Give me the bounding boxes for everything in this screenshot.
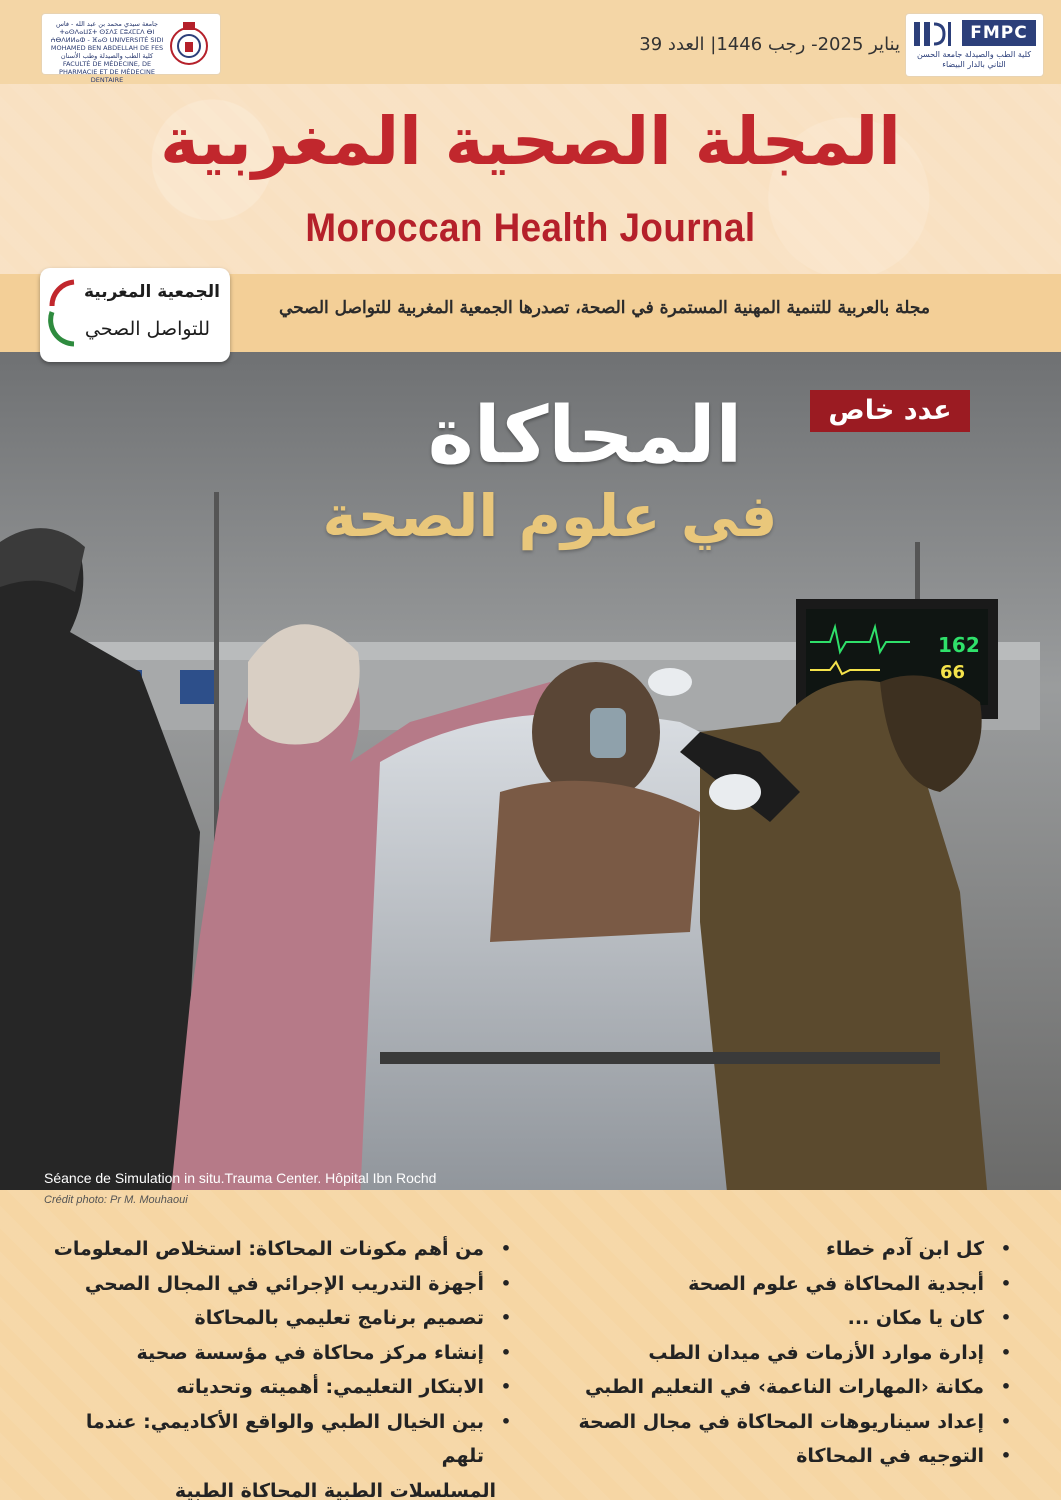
contents-item-title: إنشاء مركز محاكاة في مؤسسة صحية (136, 1341, 484, 1364)
bullet-icon: • (1000, 1446, 1012, 1465)
contents-item-title: تصميم برنامج تعليمي بالمحاكاة (194, 1307, 484, 1329)
photo-credit: Crédit photo: Pr M. Mouhaoui (44, 1194, 188, 1206)
contents-item-title: أجهزة التدريب الإجرائي في المجال الصحي (84, 1272, 484, 1295)
contents-item-title: الابتكار التعليمي: أهميته وتحدياته (176, 1376, 484, 1398)
bullet-icon: • (500, 1377, 512, 1396)
contents-item-title: التوجيه في المحاكاة (796, 1445, 984, 1467)
contents-item-title: مكانة ‹المهارات الناعمة› في التعليم الطبي (584, 1376, 984, 1398)
bullet-icon: • (1000, 1377, 1012, 1396)
contents-item (560, 1232, 1020, 1267)
contents-item (560, 1405, 1020, 1440)
bullet-icon: • (1000, 1273, 1012, 1293)
bullet-icon: • (500, 1308, 512, 1327)
bullet-icon: • (500, 1239, 512, 1258)
journal-title-english: Moroccan Health Journal (305, 206, 756, 250)
contents-item (560, 1370, 1020, 1405)
contents-item-title: إعداد سيناريوهات المحاكاة في مجال الصحة (578, 1410, 984, 1433)
contents-item (40, 1301, 520, 1336)
contents-item (40, 1336, 520, 1371)
cover-subheadline: في علوم الصحة (322, 482, 778, 550)
fmpc-logo (906, 14, 1043, 76)
contents-item (560, 1439, 1020, 1474)
contents-item-title: إدارة موارد الأزمات في ميدان الطب (648, 1341, 984, 1364)
monitor-reading-2: 66 (940, 662, 966, 683)
contents-item (560, 1301, 1020, 1336)
bullet-icon: • (1000, 1239, 1012, 1258)
contents-item-title: أبجدية المحاكاة في علوم الصحة (688, 1272, 984, 1295)
contents-item (40, 1232, 520, 1267)
journal-tagline: مجلة بالعربية للتنمية المهنية المستمرة في الصحة، تصدرها الجمعية المغربية للتواصل الصحي (278, 298, 930, 318)
association-logo (40, 268, 230, 362)
contents-item (40, 1267, 520, 1302)
fmpc-abbr: FMPC (962, 20, 1036, 46)
special-issue-badge: عدد خاص (810, 390, 970, 432)
bullet-icon: • (500, 1342, 512, 1362)
university-seal-icon (166, 20, 212, 68)
contents-item-title: كان يا مكان ... (847, 1307, 984, 1329)
bullet-icon: • (1000, 1411, 1012, 1431)
contents-item-title: بين الخيال الطبي والواقع الأكاديمي: عندما تلهم (85, 1410, 484, 1467)
association-name-line2: للتواصل الصحي (84, 318, 210, 340)
contents-item (40, 1405, 520, 1500)
masthead (0, 84, 1061, 274)
cover-headline: المحاكاة (427, 391, 743, 481)
bullet-icon: • (500, 1411, 512, 1431)
university-logo (42, 14, 220, 84)
contents-item-title: من أهم مكونات المحاكاة: استخلاص المعلومات (53, 1238, 484, 1260)
contents-column-right (560, 1232, 1020, 1474)
contents-item-title: كل ابن آدم خطاء (826, 1238, 984, 1260)
journal-title-arabic: المجلة الصحية المغربية (160, 103, 901, 180)
fmpc-emblem-icon (912, 20, 958, 48)
contents-item (40, 1370, 520, 1405)
contents-item (560, 1336, 1020, 1371)
bullet-icon: • (1000, 1342, 1012, 1362)
contents-column-left (40, 1232, 520, 1500)
top-band (0, 0, 1061, 84)
monitor-reading-1: 162 (938, 633, 980, 657)
photo-caption: Séance de Simulation in situ.Trauma Center. Hôpital Ibn Rochd (44, 1170, 437, 1186)
fmpc-logo-text: كلية الطب والصيدلة جامعة الحسن الثاني بالدار البيضاء (916, 50, 1032, 69)
bullet-icon: • (1000, 1308, 1012, 1327)
association-name-line1: الجمعية المغربية (83, 282, 220, 302)
bullet-icon: • (500, 1273, 512, 1293)
issue-date-number: يناير 2025- رجب 1446| العدد 39 (639, 34, 900, 55)
university-logo-text: جامعة سيدي محمد بن عبد الله - فاس ⵜⴰⵙⴷⴰⵡⵉⵜ ⵙⵉⴷⵉ ⵎⵓⵃⵎⵎⴷ ⴱⵏ ⵄⴱⴷⵍⵍⴰⵀ - ⴼⴰⵙ UNIVERSITÉ SIDI MOHAMED BEN ABDELLAH DE FES كلية الطب والصيدلة وطب الأسنان FACULTÉ DE MÉDECINE, DE PHARMACIE ET DE MÉDECINE DENTAIRE (50, 20, 164, 84)
contents-item-continuation: المسلسلات الطبية المحاكاة الطبية (174, 1479, 496, 1500)
contents-item (560, 1267, 1020, 1302)
